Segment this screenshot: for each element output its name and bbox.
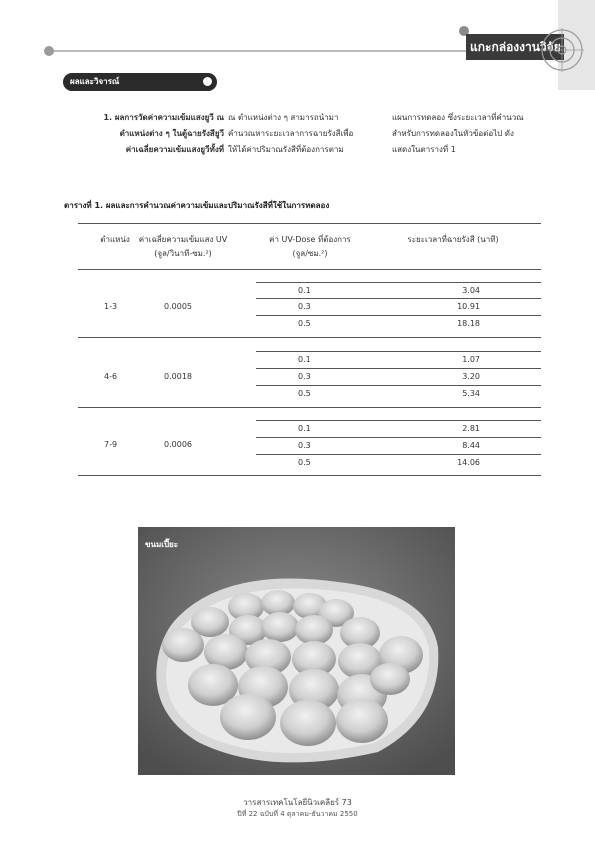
header-intensity-unit: (จูล/วินาที-ซม.²): [154, 249, 212, 258]
cell-time: 8.44: [462, 441, 480, 450]
paragraph-line: ค่าเฉลี่ยความเข้มแสงยูวีทั้งที่: [125, 145, 224, 154]
table-header-rule: [78, 269, 541, 270]
cell-dose: 0.5: [298, 389, 311, 398]
paragraph-col-1: [64, 110, 224, 158]
paragraph-line: แสดงในตารางที่ 1: [392, 145, 456, 154]
row-rule: [256, 437, 541, 438]
paragraph-line: สำหรับการทดลองในหัวข้อต่อไป ดัง: [392, 129, 514, 138]
row-rule: [256, 315, 541, 316]
section-heading-dot: [203, 77, 212, 86]
cell-position: 4-6: [104, 372, 118, 381]
cell-dose: 0.1: [298, 424, 311, 433]
row-rule: [256, 454, 541, 455]
cell-dose: 0.3: [298, 441, 311, 450]
cell-time: 2.81: [462, 424, 480, 433]
cell-position: 1-3: [104, 302, 118, 311]
cell-dose: 0.3: [298, 372, 311, 381]
paragraph-line: ณ ตำแหน่งต่าง ๆ สามารถนำมา: [228, 113, 339, 122]
group-rule: [78, 407, 541, 408]
pastry-plate-illustration: [138, 527, 455, 775]
cell-time: 5.34: [462, 389, 480, 398]
paragraph-line: ตำแหน่งต่าง ๆ ในตู้ฉายรังสียูวี: [119, 129, 224, 138]
cell-time: 3.04: [462, 286, 480, 295]
cell-dose: 0.1: [298, 355, 311, 364]
row-rule: [256, 351, 541, 352]
cell-dose: 0.5: [298, 319, 311, 328]
cell-intensity: 0.0005: [164, 302, 192, 311]
header-rule: [48, 50, 468, 52]
table-top-rule: [78, 223, 541, 224]
header-dose-line1: ค่า UV-Dose ที่ต้องการ: [269, 235, 351, 244]
pastry-photo: [138, 527, 455, 775]
header-dose-unit: (จูล/ซม.²): [292, 249, 328, 258]
header-dose: [256, 233, 364, 261]
cell-time: 18.18: [457, 319, 480, 328]
paragraph-line: แผนการทดลอง ซึ่งระยะเวลาที่คำนวณ: [392, 113, 524, 122]
footer-issue: ปีที่ 22 ฉบับที่ 4 ตุลาคม-ธันวาคม 2550: [237, 810, 358, 818]
target-icon: [540, 28, 584, 72]
header-rule-dot: [44, 46, 54, 56]
table-caption: ตารางที่ 1. ผลและการคำนวณค่าความเข้มและปริมาณรังสีที่ใช้ในการทดลอง: [64, 201, 330, 210]
row-rule: [256, 282, 541, 283]
cell-time: 3.20: [462, 372, 480, 381]
cell-dose: 0.1: [298, 286, 311, 295]
paragraph-line: ให้ได้ค่าปริมาณรังสีที่ต้องการตาม: [228, 145, 344, 154]
header-position: ตำแหน่ง: [100, 235, 130, 244]
cell-time: 10.91: [457, 302, 480, 311]
row-rule: [256, 420, 541, 421]
cell-time: 1.07: [462, 355, 480, 364]
cell-dose: 0.5: [298, 458, 311, 467]
header-intensity-line1: ค่าเฉลี่ยความเข้มแสง UV: [138, 235, 228, 244]
paragraph-col-2: [228, 110, 378, 158]
cell-time: 14.06: [457, 458, 480, 467]
paragraph-line: คำนวณหาระยะเวลาการฉายรังสีเพื่อ: [228, 129, 354, 138]
group-rule: [78, 337, 541, 338]
cell-position: 7-9: [104, 440, 118, 449]
cell-intensity: 0.0006: [164, 440, 192, 449]
cell-dose: 0.3: [298, 302, 311, 311]
row-rule: [256, 368, 541, 369]
cell-intensity: 0.0018: [164, 372, 192, 381]
footer-journal: วารสารเทคโนโลยีนิวเคลียร์ 73: [243, 798, 352, 807]
paragraph-line: 1. ผลการวัดค่าความเข้มแสงยูวี ณ: [103, 113, 224, 122]
header-time: ระยะเวลาที่ฉายรังสี (นาที): [407, 235, 499, 244]
photo-caption: ขนมเปี๊ยะ: [145, 540, 179, 549]
row-rule: [256, 385, 541, 386]
table-bottom-rule: [78, 475, 541, 476]
header-intensity: [128, 233, 238, 261]
section-tab: แกะกล่องงานวิจัย: [466, 34, 564, 60]
section-heading: ผลและวิจารณ์: [70, 77, 120, 86]
row-rule: [256, 298, 541, 299]
paragraph-col-3: [392, 110, 552, 158]
